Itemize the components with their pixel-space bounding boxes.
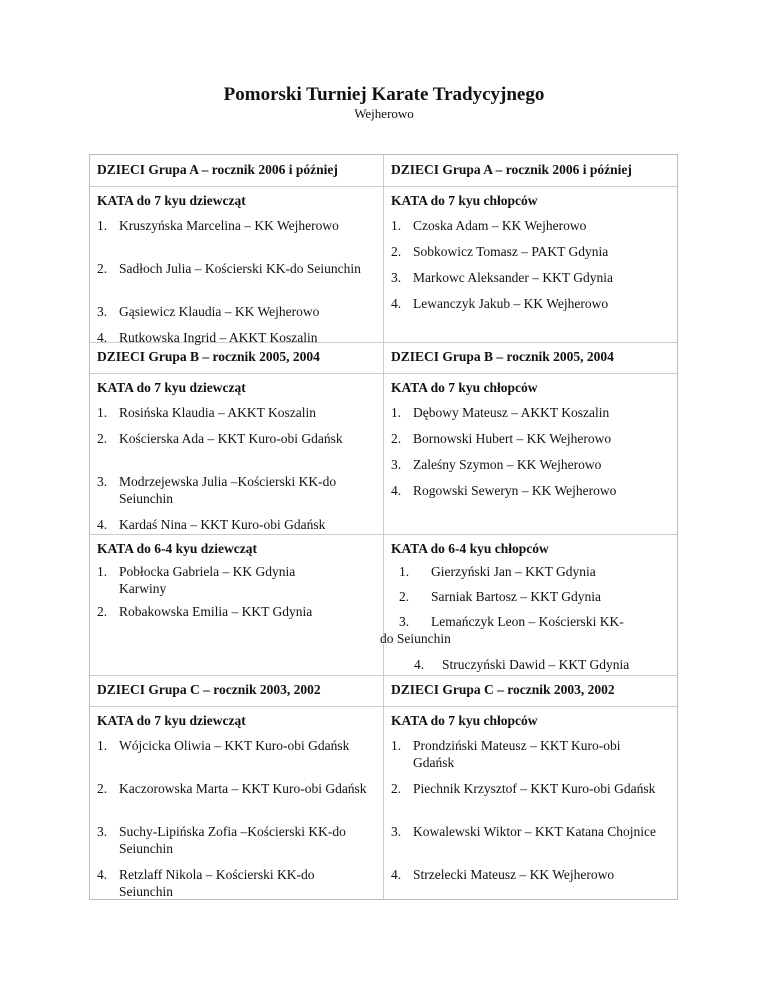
group-c-girls-cell: KATA do 7 kyu dziewcząt 1. Wójcicka Oliwia – KKT Kuro-obi Gdańsk 2. Kaczorowska Marta – KKT Kuro-obi Gdańsk 3. Suchy-Lipińska Zofia –Kościerski KK-do Seiunchin 4. Retzlaff Nikola – Kościerski KK-do Seiunchin bbox=[97, 713, 367, 899]
kata-title: KATA do 7 kyu chłopców bbox=[391, 713, 538, 728]
results-table bbox=[89, 154, 678, 900]
page-subtitle: Wejherowo bbox=[354, 106, 414, 121]
kata-title: KATA do 7 kyu dziewcząt bbox=[97, 193, 246, 208]
group-b-content-row bbox=[90, 373, 677, 535]
kata-title: KATA do 7 kyu chłopców bbox=[391, 380, 538, 395]
group-b-header-left: DZIECI Grupa B – rocznik 2005, 2004 bbox=[97, 349, 320, 364]
group-b-64-boys-cell: KATA do 6-4 kyu chłopców 1. Gierzyński Jan – KKT Gdynia 2. Sarniak Bartosz – KKT Gdynia 3. Lemańczyk Leon – Kościerski KK- do Seiunchin 4. Struczyński Dawid – KKT Gdynia bbox=[380, 541, 630, 672]
group-b-girls-cell: KATA do 7 kyu dziewcząt 1. Rosińska Klaudia – AKKT Koszalin 2. Kościerska Ada – KKT Kuro-obi Gdańsk 3. Modrzejewska Julia –Kościerski KK-do Seiunchin 4. Kardaś Nina – KKT Kuro-obi Gdańsk bbox=[97, 380, 343, 532]
kata-title: KATA do 7 kyu dziewcząt bbox=[97, 713, 246, 728]
group-c-content-row bbox=[90, 706, 677, 899]
group-b-64-girls-cell: KATA do 6-4 kyu dziewcząt 1. Pobłocka Gabriela – KK Gdynia Karwiny 2. Robakowska Emilia – KKT Gdynia bbox=[97, 541, 313, 619]
group-c-header-left: DZIECI Grupa C – rocznik 2003, 2002 bbox=[97, 682, 321, 697]
group-a-girls-cell: KATA do 7 kyu dziewcząt 1. Kruszyńska Marcelina – KK Wejherowo 2. Sadłoch Julia – Kościerski KK-do Seiunchin 3. Gąsiewicz Klaudia – KK Wejherowo 4. Rutkowska Ingrid – AKKT Koszalin bbox=[97, 193, 361, 345]
group-a-boys-cell: KATA do 7 kyu chłopców 1. Czoska Adam – KK Wejherowo 2. Sobkowicz Tomasz – PAKT Gdynia 3. Markowc Aleksander – KKT Gdynia 4. Lewanczyk Jakub – KK Wejherowo bbox=[391, 193, 613, 311]
kata-title: KATA do 6-4 kyu chłopców bbox=[391, 541, 549, 556]
kata-title: KATA do 6-4 kyu dziewcząt bbox=[97, 541, 257, 556]
group-b-header-right: DZIECI Grupa B – rocznik 2005, 2004 bbox=[391, 349, 614, 364]
kata-title: KATA do 7 kyu dziewcząt bbox=[97, 380, 246, 395]
group-c-boys-cell: KATA do 7 kyu chłopców 1. Prondziński Mateusz – KKT Kuro-obi Gdańsk 2. Piechnik Krzysztof – KKT Kuro-obi Gdańsk 3. Kowalewski Wiktor – KKT Katana Chojnice 4. Strzelecki Mateusz – KK Wejherowo bbox=[391, 713, 657, 882]
kata-title: KATA do 7 kyu chłopców bbox=[391, 193, 538, 208]
group-c-header-right: DZIECI Grupa C – rocznik 2003, 2002 bbox=[391, 682, 615, 697]
group-b-64-row bbox=[90, 534, 677, 676]
page-title: Pomorski Turniej Karate Tradycyjnego bbox=[223, 84, 545, 105]
group-b-boys-cell: KATA do 7 kyu chłopców 1. Dębowy Mateusz – AKKT Koszalin 2. Bornowski Hubert – KK Wejherowo 3. Zaleśny Szymon – KK Wejherowo 4. Rogowski Seweryn – KK Wejherowo bbox=[391, 380, 617, 498]
group-a-header-left: DZIECI Grupa A – rocznik 2006 i później bbox=[97, 162, 338, 177]
group-b-header-row bbox=[90, 342, 677, 374]
group-c-header-row bbox=[90, 675, 677, 707]
group-a-content-row bbox=[90, 186, 677, 343]
group-a-header-right: DZIECI Grupa A – rocznik 2006 i później bbox=[391, 162, 632, 177]
group-a-header-row bbox=[90, 155, 677, 187]
